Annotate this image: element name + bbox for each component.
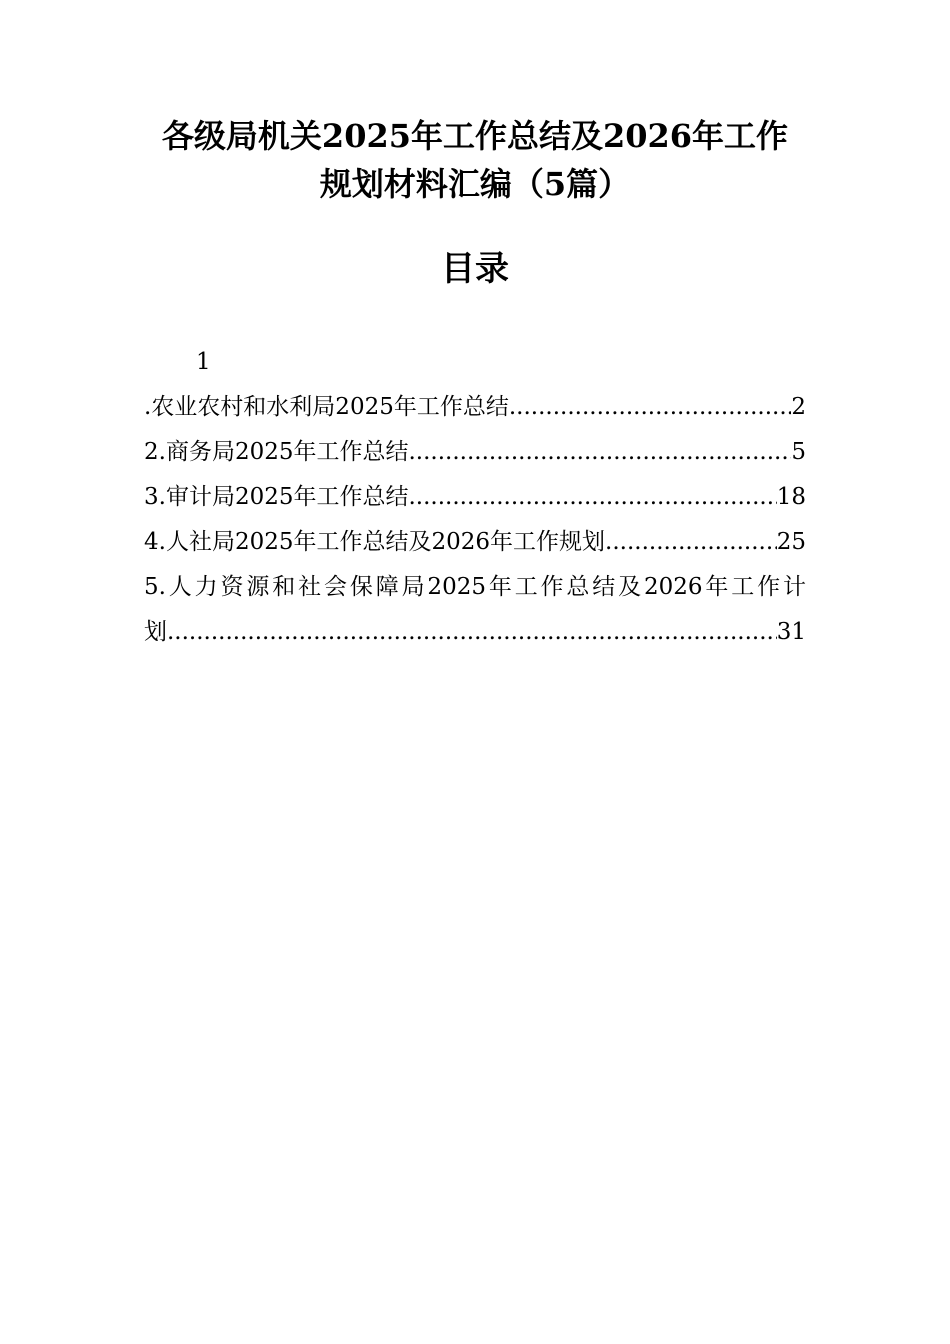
toc-entry-2-page: 5 [791, 439, 806, 465]
toc-entry-2-leader [408, 430, 791, 475]
toc-entry-4-text: 4.人社局2025年工作总结及2026年工作规划 [144, 529, 606, 555]
toc-entry-5[interactable] [144, 565, 806, 655]
toc-entry-2[interactable] [144, 430, 806, 475]
toc-entry-2-text: 2.商务局2025年工作总结 [144, 439, 409, 465]
toc-entry-3[interactable] [144, 475, 806, 520]
table-of-contents [144, 340, 806, 655]
document-title-line2: 规划材料汇编（5篇） [319, 165, 631, 203]
toc-entry-1-number: 1 [196, 349, 211, 375]
toc-entry-1-text: .农业农村和水利局2025年工作总结 [144, 394, 509, 420]
toc-entry-5-leader [167, 610, 777, 655]
toc-entry-3-text: 3.审计局2025年工作总结 [144, 484, 409, 510]
toc-entry-3-page: 18 [776, 484, 806, 510]
toc-entry-5-text-line1: 5.人力资源和社会保障局2025年工作总结及2026年工作计 [144, 574, 806, 600]
toc-heading: 目录 [441, 249, 509, 289]
toc-entry-5-text-line2: 划 [144, 619, 167, 645]
toc-entry-4-page: 25 [776, 529, 806, 555]
document-title [140, 112, 810, 208]
toc-entry-3-leader [408, 475, 776, 520]
toc-entry-4-leader [605, 520, 777, 565]
toc-entry-1-leader [509, 385, 792, 430]
toc-entry-5-page: 31 [776, 619, 806, 645]
toc-entry-4[interactable] [144, 520, 806, 565]
document-title-line1: 各级局机关2025年工作总结及2026年工作 [161, 117, 789, 155]
toc-entry-1-page: 2 [791, 394, 806, 420]
toc-entry-1[interactable] [144, 385, 806, 430]
